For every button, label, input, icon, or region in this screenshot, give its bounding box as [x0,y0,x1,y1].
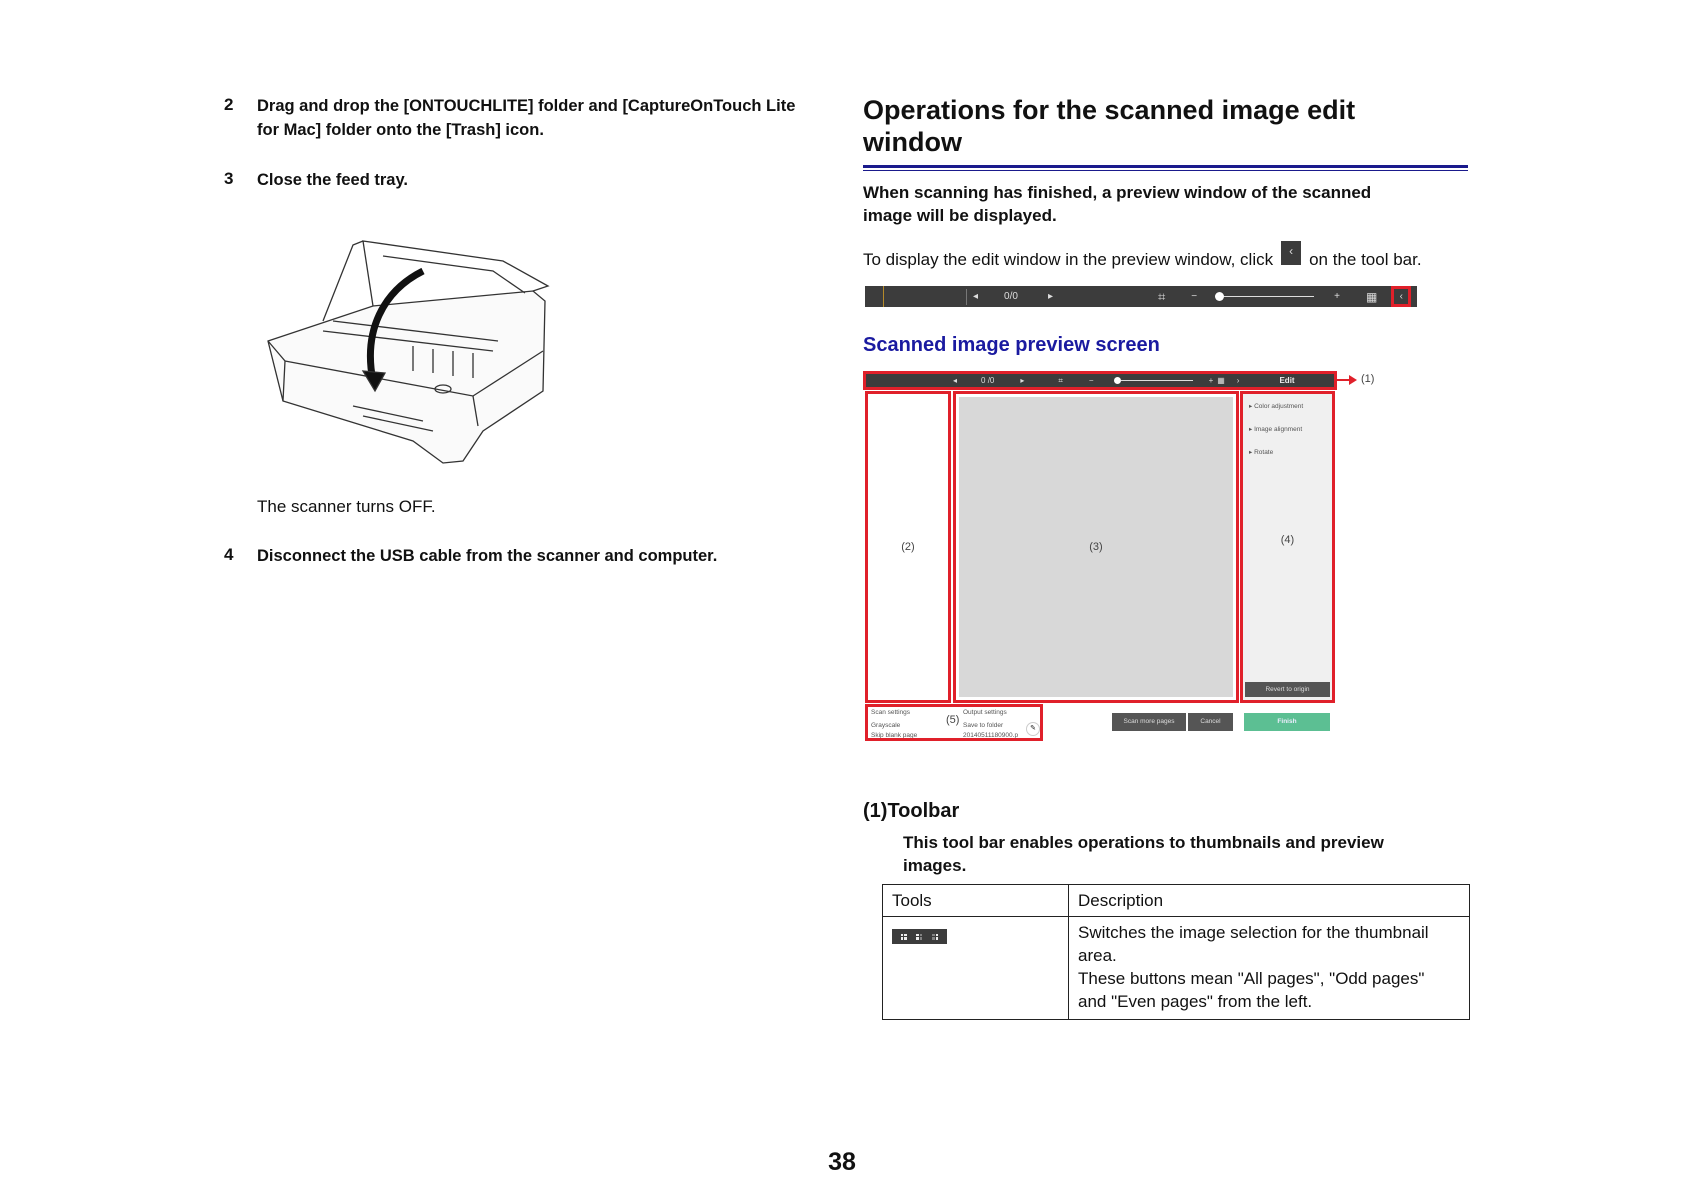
step-4-text: Disconnect the USB cable from the scanner and computer. [257,547,718,565]
title-line: window [863,127,962,157]
skip-blank-value: Skip blank page [871,732,918,739]
step-text-line: Drag and drop the [ONTOUCHLITE] folder and [CaptureOnTouch Lite [257,97,796,115]
callout-label-4: (4) [1280,534,1295,546]
edit-pencil-icon[interactable]: ✎ [1026,722,1040,736]
next-page-icon[interactable]: ▸ [1020,376,1025,385]
preview-canvas [959,397,1233,697]
page-counter: 0/0 [1004,291,1018,302]
step-2-text [257,94,795,142]
tool-cell [883,917,1069,1020]
zoom-in-button[interactable]: + [1334,291,1340,302]
edit-item-label: Rotate [1254,449,1274,456]
toolbar-spacer [865,286,884,307]
edit-item-label: Color adjustment [1254,403,1304,410]
thumbnail-area [865,391,951,703]
step-number: 4 [224,545,234,564]
callout-label-5: (5) [946,714,960,726]
edit-item-rotate[interactable]: ▸ Rotate [1249,449,1274,456]
output-settings-label: Output settings [963,709,1007,716]
scan-more-button[interactable]: Scan more pages [1112,713,1186,731]
step-3-text: Close the feed tray. [257,171,408,189]
save-to-folder-value: Save to folder [963,722,1004,729]
even-pages-icon[interactable] [936,292,946,302]
fit-page-icon[interactable]: ⌗ [1157,288,1166,304]
toolbar-image [865,286,1417,307]
page-title [863,94,1355,158]
step-number: 2 [224,95,234,114]
grayscale-value: Grayscale [871,722,901,729]
description-line: and "Even pages" from the left. [1078,992,1313,1011]
edit-item-image-alignment[interactable]: ▸ Image alignment [1249,426,1303,433]
zoom-slider-thumb[interactable] [1215,292,1224,301]
edit-panel-title: Edit [1279,376,1295,385]
page-selection-buttons-image [892,929,947,944]
even-pages-icon[interactable] [923,377,931,385]
zoom-slider-thumb[interactable] [1114,377,1121,384]
odd-pages-icon [916,934,922,940]
description-line: images. [903,856,967,875]
revert-button[interactable]: Revert to origin [1245,682,1330,697]
description-line: Switches the image selection for the thumbnail [1078,923,1429,942]
description-line: area. [1078,946,1117,965]
thumbnail-grid-icon[interactable]: ▦ [1217,376,1225,385]
divider [966,289,967,305]
all-pages-icon [901,934,907,940]
instruction-before: To display the edit window in the preview window, click [863,250,1274,269]
zoom-out-button[interactable]: − [1088,376,1094,385]
settings-area [865,704,1043,741]
intro-text [863,181,1371,227]
collapse-chevron-icon: ‹ [1281,241,1301,265]
scan-settings-label: Scan settings [871,709,911,716]
odd-pages-icon[interactable] [903,377,911,385]
section-heading: (1)Toolbar [863,800,960,822]
even-pages-icon [932,934,938,940]
zoom-slider-track[interactable] [1224,296,1314,297]
next-page-icon[interactable]: ▸ [1047,291,1053,302]
collapse-chevron-icon[interactable]: › [1236,376,1240,385]
edit-panel-toggle-icon[interactable]: ‹ [1391,286,1411,307]
tools-table [882,884,1470,1020]
edit-panel [1240,391,1335,703]
description-cell [1069,917,1470,1020]
step-text-line: for Mac] folder onto the [Trash] icon. [257,121,544,139]
table-header: Tools [883,885,1069,917]
description-line: This tool bar enables operations to thumbnails and preview [903,833,1384,852]
all-pages-icon[interactable] [892,292,902,302]
odd-pages-icon[interactable] [914,292,924,302]
preview-screenshot [863,371,1375,741]
prev-page-icon[interactable]: ◂ [973,291,979,302]
description-line: These buttons mean "All pages", "Odd pages" [1078,969,1425,988]
instruction-after: on the tool bar. [1309,250,1422,269]
page-number: 38 [828,1148,856,1176]
folder-name-value: 20140511180900.p [963,732,1019,739]
instruction-text [863,244,1422,270]
table-row [883,917,1470,1020]
all-pages-icon[interactable] [883,377,891,385]
edit-item-color-adjustment[interactable]: ▸ Color adjustment [1249,403,1304,410]
callout-label-3: (3) [1089,541,1103,553]
edit-item-label: Image alignment [1254,426,1303,433]
zoom-in-button[interactable]: + [1208,376,1214,385]
preview-toolbar [863,371,1337,390]
preview-heading: Scanned image preview screen [863,334,1160,356]
section-description [903,831,1384,877]
scanner-illustration [263,231,553,467]
result-text: The scanner turns OFF. [257,497,436,516]
intro-line: image will be displayed. [863,206,1057,225]
step-number: 3 [224,169,234,188]
intro-line: When scanning has finished, a preview window of the scanned [863,183,1372,202]
title-rule [863,165,1468,168]
table-header: Description [1069,885,1470,917]
title-line: Operations for the scanned image edit [863,95,1356,125]
zoom-out-button[interactable]: − [1191,291,1198,302]
page-counter: 0 /0 [981,376,995,385]
finish-button[interactable]: Finish [1244,713,1330,731]
callout-arrow-icon [1349,375,1357,385]
title-rule-thin [863,170,1468,171]
preview-area [953,391,1239,703]
zoom-slider-track[interactable] [1121,380,1193,381]
callout-label-2: (2) [901,541,915,553]
thumbnail-grid-icon[interactable]: ▦ [1365,289,1378,304]
cancel-button[interactable]: Cancel [1188,713,1233,731]
table-header-row [883,885,1470,917]
callout-label-1: (1) [1361,373,1375,385]
fit-page-icon[interactable]: ⌗ [1058,375,1063,385]
prev-page-icon[interactable]: ◂ [953,376,958,385]
